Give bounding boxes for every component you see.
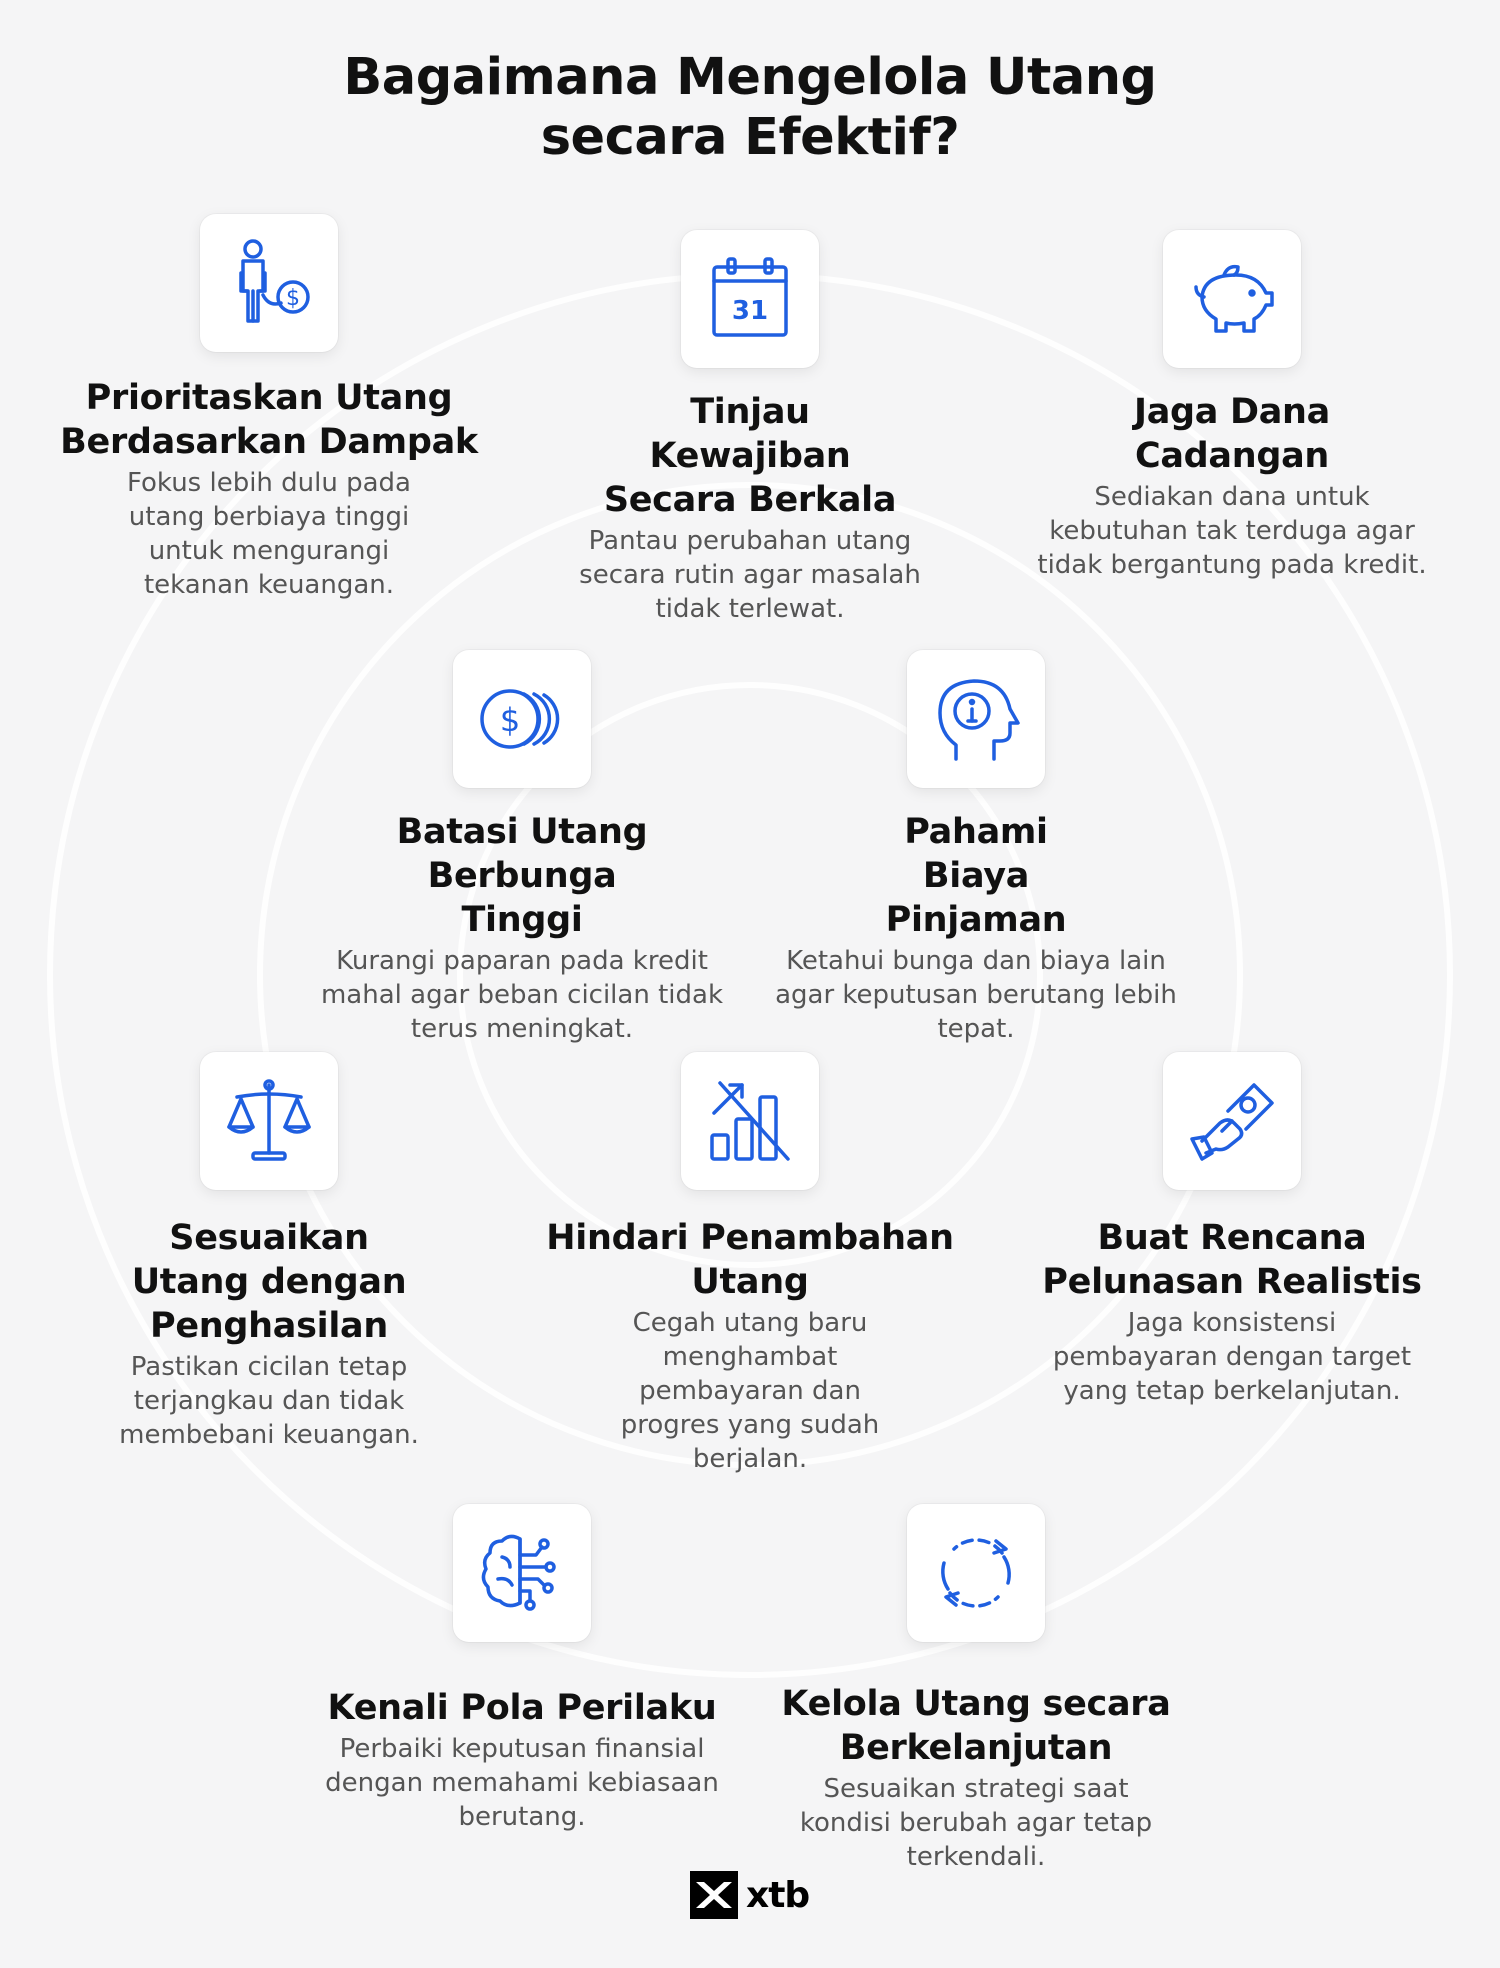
item-title: Tinjau Kewajiban Secara Berkala (603, 392, 897, 520)
item-description: Perbaiki keputusan finansial dengan memahami kebiasaan berutang. (325, 1734, 719, 1832)
item-title: Batasi Utang Berbunga Tinggi (396, 812, 648, 940)
icon-card (200, 214, 338, 352)
icon-card (907, 650, 1045, 788)
item-sustainable-management (766, 1504, 1186, 1874)
xtb-logo-mark (690, 1871, 738, 1919)
item-title: Jaga Dana Cadangan (1133, 392, 1330, 476)
icon-card (200, 1052, 338, 1190)
item-title: Kelola Utang secara Berkelanjutan (781, 1684, 1171, 1768)
svg-text:$: $ (499, 701, 521, 739)
item-title: Prioritaskan Utang Berdasarkan Dampak (60, 378, 478, 462)
svg-text:$: $ (286, 286, 300, 311)
icon-card (453, 650, 591, 788)
item-match-income (59, 1052, 479, 1452)
item-description: Fokus lebih dulu pada utang berbiaya tinggi untuk mengurangi tekanan keuangan. (127, 468, 411, 600)
item-description: Sediakan dana untuk kebutuhan tak terduga agar tidak bergantung pada kredit. (1037, 482, 1427, 580)
item-description: Sesuaikan strategi saat kondisi berubah agar tetap terkendali. (799, 1774, 1153, 1872)
piggy-bank-icon (1182, 249, 1282, 349)
item-avoid-new-debt (540, 1052, 960, 1476)
item-prioritize-debt (59, 214, 479, 602)
page-title: Bagaimana Mengelola Utang secara Efektif? (343, 48, 1157, 167)
calendar-icon (700, 249, 800, 349)
item-repayment-plan (1022, 1052, 1442, 1408)
item-review-obligations (540, 230, 960, 626)
xtb-logo (690, 1870, 820, 1920)
balance-scale-icon (219, 1071, 319, 1171)
icon-card (907, 1504, 1045, 1642)
item-emergency-fund (1022, 230, 1442, 582)
icon-card (1163, 1052, 1301, 1190)
item-title: Hindari Penambahan Utang (546, 1218, 954, 1302)
item-title: Pahami Biaya Pinjaman (885, 812, 1067, 940)
icon-card (1163, 230, 1301, 368)
item-description: Pantau perubahan utang secara rutin agar masalah tidak terlewat. (579, 526, 921, 624)
item-limit-high-interest (312, 650, 732, 1046)
item-description: Ketahui bunga dan biaya lain agar keputusan berutang lebih tepat. (775, 946, 1177, 1044)
item-description: Pastikan cicilan tetap terjangkau dan tidak membebani keuangan. (119, 1352, 419, 1450)
cycle-arrows-icon (926, 1523, 1026, 1623)
icon-card (681, 230, 819, 368)
item-title: Kenali Pola Perilaku (327, 1688, 717, 1728)
head-info-icon (926, 669, 1026, 769)
icon-card (453, 1504, 591, 1642)
item-title: Sesuaikan Utang dengan Penghasilan (131, 1218, 407, 1346)
item-description: Kurangi paparan pada kredit mahal agar beban cicilan tidak terus meningkat. (320, 946, 723, 1044)
item-behavior-patterns (312, 1504, 732, 1834)
item-description: Cegah utang baru menghambat pembayaran dan progres yang sudah berjalan. (620, 1308, 880, 1474)
hand-money-icon (1182, 1071, 1282, 1171)
chart-no-growth-icon (700, 1071, 800, 1171)
item-understand-loan-cost (766, 650, 1186, 1046)
icon-card (681, 1052, 819, 1190)
item-description: Jaga konsistensi pembayaran dengan target yang tetap berkelanjutan. (1052, 1308, 1412, 1406)
person-money-icon (219, 233, 319, 333)
svg-text:31: 31 (731, 296, 769, 326)
item-title: Buat Rencana Pelunasan Realistis (1042, 1218, 1422, 1302)
brain-circuit-icon (472, 1523, 572, 1623)
brand-name: xtb (746, 1874, 810, 1916)
coins-icon (472, 669, 572, 769)
